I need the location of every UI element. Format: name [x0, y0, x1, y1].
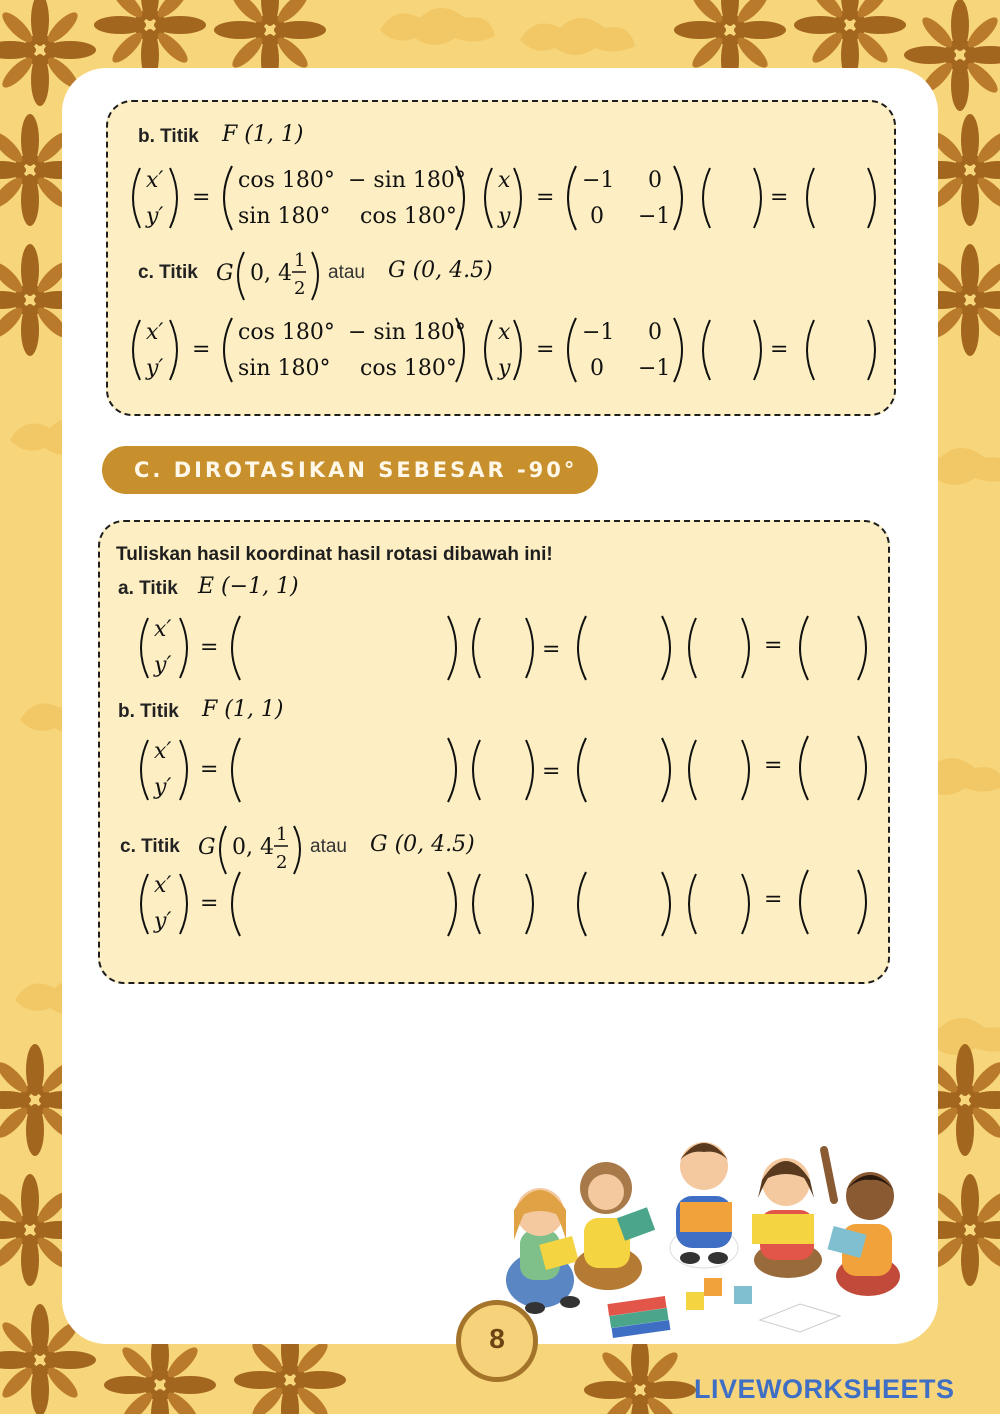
- item-c-label: c. Titik: [138, 262, 198, 283]
- answer-input-b-vector[interactable]: [714, 170, 754, 226]
- kids-reading-illustration: [490, 1130, 930, 1340]
- b-result-input[interactable]: [814, 740, 858, 800]
- c-item-a-label: a. Titik: [118, 578, 178, 599]
- books-and-blocks: [607, 1278, 840, 1338]
- equals-2: =: [536, 185, 555, 210]
- svg-text:x′: x′: [154, 873, 172, 898]
- svg-text:y: y: [498, 356, 511, 381]
- svg-text:0: 0: [590, 356, 604, 381]
- c-item-b-label: b. Titik: [118, 701, 179, 722]
- svg-text:−1: −1: [582, 320, 615, 345]
- svg-text:=: =: [536, 337, 555, 362]
- svg-text:=: =: [542, 637, 561, 662]
- svg-text:=: =: [200, 757, 219, 782]
- b-vector-input[interactable]: [486, 740, 526, 800]
- kid-1: [506, 1188, 580, 1314]
- item-c-point-alt: G (0, 4.5): [388, 258, 493, 283]
- svg-text:y′: y′: [154, 775, 172, 800]
- c-vector2-input[interactable]: [702, 874, 742, 934]
- svg-text:x′: x′: [154, 739, 172, 764]
- section-c-instruction: Tuliskan hasil koordinat hasil rotasi dibawah ini!: [116, 544, 553, 565]
- svg-text:=: =: [764, 753, 783, 778]
- a-rotation-matrix-input[interactable]: [250, 618, 440, 678]
- svg-text:2: 2: [294, 278, 306, 299]
- rot-r2c1: sin 180°: [238, 204, 331, 229]
- svg-text:sin 180°: sin 180°: [238, 356, 331, 381]
- item-b-point: F (1, 1): [222, 122, 304, 147]
- svg-text:x′: x′: [154, 617, 172, 642]
- svg-text:y′: y′: [154, 909, 172, 934]
- svg-text:0, 4: 0, 4: [250, 261, 292, 286]
- num-r1c1: −1: [582, 168, 615, 193]
- c-rotation-matrix-input[interactable]: [250, 874, 440, 934]
- kid-4: [752, 1158, 822, 1278]
- num-r1c2: 0: [648, 168, 662, 193]
- svg-text:=: =: [200, 635, 219, 660]
- vec-y: y: [498, 204, 511, 229]
- kid-2: [574, 1162, 655, 1290]
- rotation-equation-c: [120, 312, 890, 388]
- b-numeric-matrix-input[interactable]: [592, 740, 662, 800]
- svg-text:y′: y′: [146, 356, 164, 381]
- b-rotation-matrix-input[interactable]: [250, 740, 440, 800]
- num-r2c1: 0: [590, 204, 604, 229]
- c-numeric-matrix-input[interactable]: [592, 874, 662, 934]
- equals-3: =: [770, 185, 789, 210]
- c-item-c-point-alt: G (0, 4.5): [370, 832, 475, 857]
- a-vector2-input[interactable]: [702, 618, 742, 678]
- vec-x: x: [498, 168, 511, 193]
- section-c-title: C. DIROTASIKAN SEBESAR -90°: [134, 458, 578, 482]
- c-item-c-atau: atau: [310, 836, 347, 857]
- svg-text:cos 180°: cos 180°: [238, 320, 335, 345]
- rotation-equation-b: [120, 160, 890, 236]
- item-c-atau: atau: [328, 262, 365, 283]
- rot-r2c2: cos 180°: [360, 204, 457, 229]
- svg-text:=: =: [192, 337, 211, 362]
- svg-text:cos 180°: cos 180°: [360, 356, 457, 381]
- svg-text:1: 1: [276, 824, 288, 845]
- kid-5: [824, 1150, 900, 1296]
- svg-text:2: 2: [276, 852, 288, 873]
- svg-text:−1: −1: [638, 356, 671, 381]
- item-b-label: b. Titik: [138, 126, 199, 147]
- a-vector-input[interactable]: [486, 618, 526, 678]
- svg-text:0, 4: 0, 4: [232, 835, 274, 860]
- svg-text:=: =: [770, 337, 789, 362]
- c-result-input[interactable]: [814, 874, 858, 934]
- rot-r1c1: cos 180°: [238, 168, 335, 193]
- svg-text:=: =: [200, 891, 219, 916]
- answer-input-c-vector[interactable]: [714, 322, 754, 378]
- svg-text:− sin 180°: − sin 180°: [348, 320, 466, 345]
- svg-text:G: G: [198, 835, 216, 860]
- c-vector-input[interactable]: [486, 874, 526, 934]
- svg-text:G: G: [216, 261, 234, 286]
- svg-text:=: =: [542, 759, 561, 784]
- svg-text:x′: x′: [146, 320, 164, 345]
- b-vector2-input[interactable]: [702, 740, 742, 800]
- a-result-input[interactable]: [814, 618, 858, 678]
- rot-r1c2: − sin 180°: [348, 168, 466, 193]
- c-item-a-point: E (−1, 1): [198, 574, 299, 599]
- lhs-y-prime: y′: [146, 204, 164, 229]
- answer-input-c-result[interactable]: [818, 322, 864, 378]
- answer-input-b-result[interactable]: [818, 170, 864, 226]
- lhs-x-prime: x′: [146, 168, 164, 193]
- equals-1: =: [192, 185, 211, 210]
- c-item-b-point: F (1, 1): [202, 697, 284, 722]
- svg-text:x: x: [498, 320, 511, 345]
- svg-text:y′: y′: [154, 653, 172, 678]
- a-numeric-matrix-input[interactable]: [592, 618, 662, 678]
- num-r2c2: −1: [638, 204, 671, 229]
- kid-3: [670, 1142, 738, 1268]
- svg-text:=: =: [764, 633, 783, 658]
- c-item-c-label: c. Titik: [120, 836, 180, 857]
- svg-text:1: 1: [294, 250, 306, 271]
- svg-text:=: =: [764, 887, 783, 912]
- liveworksheets-watermark[interactable]: LIVEWORKSHEETS: [694, 1374, 955, 1404]
- svg-text:0: 0: [648, 320, 662, 345]
- page-number: 8: [489, 1323, 505, 1354]
